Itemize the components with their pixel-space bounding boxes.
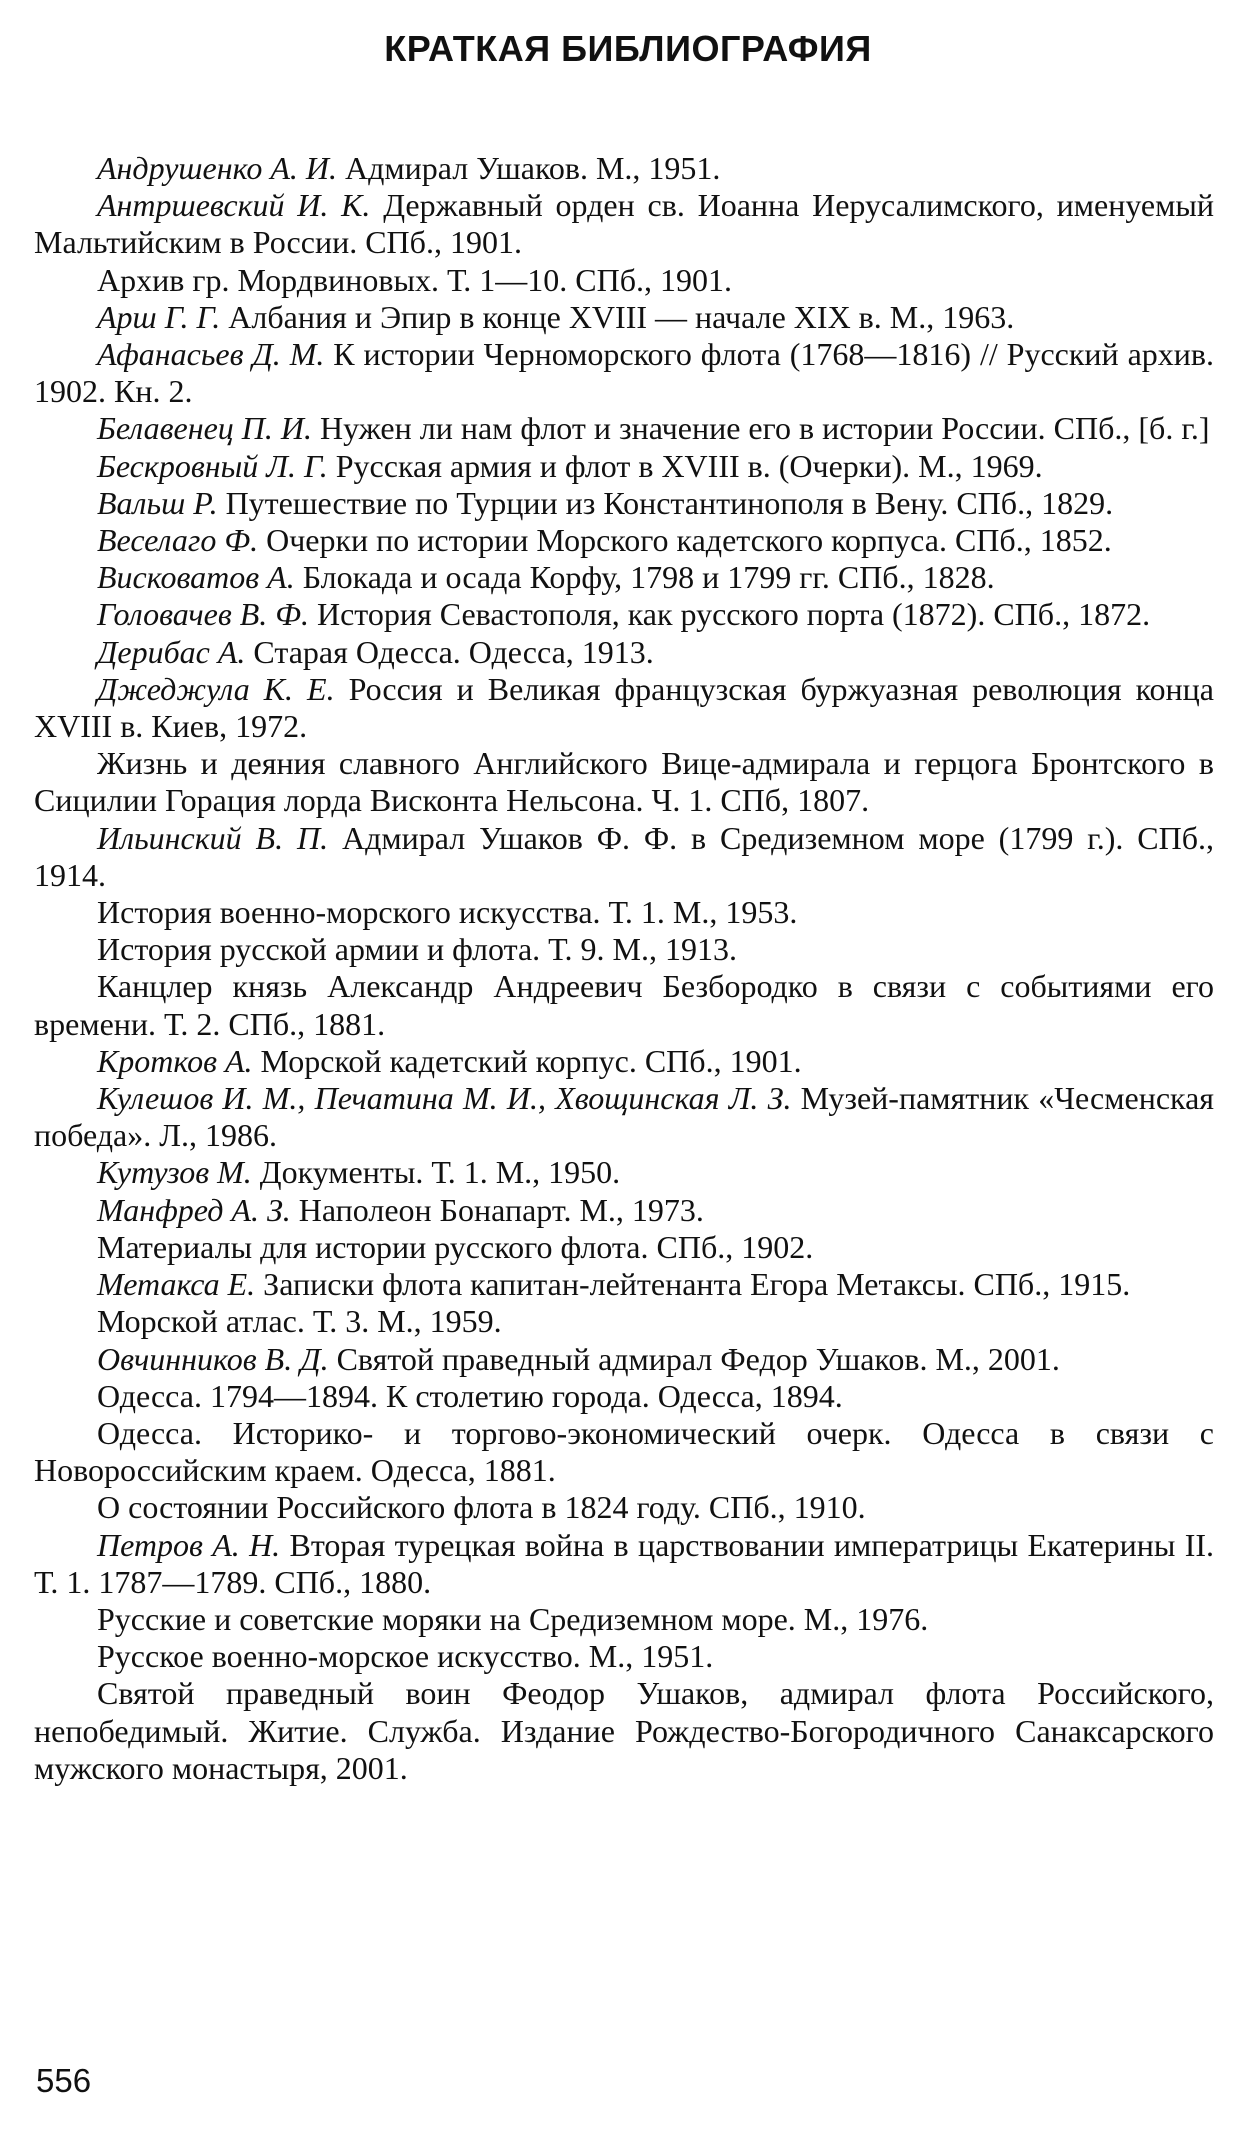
bibliography-entry — [34, 522, 1214, 559]
entry-author: Кротков А. — [97, 1042, 253, 1079]
entry-text: Русская армия и флот в XVIII в. (Очерки). М., 1969. — [335, 447, 1043, 484]
entry-author: Дерибас А. — [97, 633, 246, 670]
bibliography-entry — [34, 1601, 1214, 1638]
bibliography-entry — [34, 559, 1214, 596]
bibliography-entry — [34, 596, 1214, 633]
bibliography-entry — [34, 1229, 1214, 1266]
bibliography-entry — [34, 968, 1214, 1042]
entry-author: Вальш Р. — [97, 484, 218, 521]
entry-text: Вторая турецкая война в царствовании императрицы Екатерины II. Т. 1. 1787—1789. СПб., 1880. — [34, 1526, 1215, 1600]
bibliography-entry — [34, 262, 1214, 299]
entry-text: Старая Одесса. Одесса, 1913. — [253, 633, 654, 670]
bibliography-entry — [34, 410, 1214, 447]
entry-author: Белавенец П. И. — [97, 410, 313, 447]
entry-text: О состоянии Российского флота в 1824 году. СПб., 1910. — [97, 1489, 866, 1526]
entry-author: Овчинников В. Д. — [97, 1340, 329, 1377]
entry-text: Блокада и осада Корфу, 1798 и 1799 гг. СПб., 1828. — [302, 559, 995, 596]
entry-text: История военно-морского искусства. Т. 1. М., 1953. — [97, 894, 798, 931]
entry-text: Одесса. Историко- и торгово-экономический очерк. Одесса в связи с Новороссийским краем. Одесса, 1881. — [34, 1414, 1214, 1489]
entry-text: Русские и советские моряки на Средиземном море. М., 1976. — [97, 1600, 929, 1637]
bibliography-entry — [34, 1266, 1214, 1303]
entry-text: История Севастополя, как русского порта (1872). СПб., 1872. — [316, 596, 1151, 633]
bibliography-entry — [34, 1192, 1214, 1229]
entry-text: Святой праведный воин Феодор Ушаков, адмирал флота Российского, непобедимый. Житие. Служба. Издание Рождество-Богородичного Санаксарского мужского монастыря, 2001. — [34, 1675, 1214, 1786]
entry-author: Петров А. Н. — [97, 1526, 281, 1563]
bibliography-entry — [34, 894, 1214, 931]
entry-text: Албания и Эпир в конце XVIII — начале XIX в. М., 1963. — [228, 298, 1015, 335]
bibliography-entry — [34, 1489, 1214, 1526]
entry-text: Адмирал Ушаков. М., 1951. — [345, 150, 721, 186]
bibliography-entry — [34, 150, 1214, 187]
entry-author: Манфред А. З. — [97, 1191, 291, 1228]
bibliography-page — [34, 28, 1214, 1787]
bibliography-entry — [34, 671, 1214, 745]
entry-text: Очерки по истории Морского кадетского корпуса. СПб., 1852. — [266, 522, 1112, 559]
entry-author: Андрушенко А. И. — [97, 150, 338, 186]
bibliography-entry — [34, 634, 1214, 671]
bibliography-entry — [34, 485, 1214, 522]
bibliography-entry — [34, 1341, 1214, 1378]
entry-text: К истории Черноморского флота (1768—1816) // Русский архив. 1902. Кн. 2. — [34, 336, 1215, 410]
bibliography-entry — [34, 1675, 1214, 1787]
bibliography-entry — [34, 299, 1214, 336]
entry-author: Ильинский В. П. — [97, 819, 329, 856]
bibliography-entry — [34, 336, 1214, 410]
bibliography-entry — [34, 1378, 1214, 1415]
entry-text: Жизнь и деяния славного Английского Вице-адмирала и герцога Бронтского в Сицилии Горация лорда Висконта Нельсона. Ч. 1. СПб, 1807. — [34, 745, 1214, 819]
entry-text: Нужен ли нам флот и значение его в истории России. СПб., [б. г.] — [320, 410, 1210, 447]
bibliography-entry — [34, 820, 1214, 894]
entry-author: Джеджула К. Е. — [97, 670, 335, 707]
page-number: 556 — [36, 2062, 92, 2099]
page-title: КРАТКАЯ БИБЛИОГРАФИЯ — [384, 28, 872, 69]
entry-author: Кутузов М. — [97, 1154, 252, 1191]
entry-text: Державный орден св. Иоанна Иерусалимского, именуемый Мальтийским в России. СПб., 1901. — [34, 187, 1214, 261]
entry-author: Головачев В. Ф. — [97, 596, 309, 633]
bibliography-entry — [34, 745, 1214, 819]
entry-text: Одесса. 1794—1894. К столетию города. Одесса, 1894. — [97, 1377, 843, 1414]
entry-author: Кулешов И. М., Печатина М. И., Хвощинская Л. З. — [97, 1080, 792, 1117]
bibliography-entry — [34, 931, 1214, 968]
entry-text: Русское военно-морское искусство. М., 1951. — [97, 1638, 714, 1675]
bibliography-entry — [34, 187, 1214, 261]
bibliography-list — [34, 150, 1214, 1787]
entry-text: Святой праведный адмирал Федор Ушаков. М., 2001. — [336, 1340, 1060, 1377]
entry-text: Морской атлас. Т. 3. М., 1959. — [97, 1303, 502, 1340]
entry-author: Висковатов А. — [97, 559, 295, 596]
entry-author: Веселаго Ф. — [97, 522, 259, 559]
entry-text: Морской кадетский корпус. СПб., 1901. — [260, 1042, 802, 1079]
entry-text: История русской армии и флота. Т. 9. М., 1913. — [97, 931, 737, 968]
bibliography-entry — [34, 1043, 1214, 1080]
entry-text: Записки флота капитан-лейтенанта Егора Метаксы. СПб., 1915. — [263, 1266, 1131, 1303]
bibliography-entry — [34, 1638, 1214, 1675]
entry-text: Россия и Великая французская буржуазная революция конца XVIII в. Киев, 1972. — [34, 670, 1215, 745]
entry-text: Наполеон Бонапарт. М., 1973. — [298, 1191, 704, 1228]
entry-text: Адмирал Ушаков Ф. Ф. в Средиземном море (1799 г.). СПб., 1914. — [34, 819, 1215, 893]
entry-text: Документы. Т. 1. М., 1950. — [259, 1154, 621, 1191]
entry-text: Музей-памятник «Чесменская победа». Л., 1986. — [34, 1080, 1215, 1154]
bibliography-entry — [34, 1080, 1214, 1154]
entry-author: Метакса Е. — [97, 1266, 256, 1303]
bibliography-entry — [34, 1415, 1214, 1489]
entry-text: Путешествие по Турции из Константинополя в Вену. СПб., 1829. — [225, 484, 1114, 521]
entry-text: Архив гр. Мордвиновых. Т. 1—10. СПб., 1901. — [97, 261, 733, 298]
entry-author: Бескровный Л. Г. — [97, 447, 328, 484]
entry-author: Арш Г. Г. — [97, 298, 221, 335]
bibliography-entry — [34, 1303, 1214, 1340]
entry-author: Афанасьев Д. М. — [97, 336, 325, 373]
entry-author: Антршевский И. К. — [97, 187, 371, 224]
bibliography-entry — [34, 1154, 1214, 1191]
entry-text: Канцлер князь Александр Андреевич Безбородко в связи с событиями его времени. Т. 2. СПб., 1881. — [34, 968, 1214, 1042]
entry-text: Материалы для истории русского флота. СПб., 1902. — [97, 1228, 814, 1265]
bibliography-entry — [34, 1527, 1214, 1601]
bibliography-entry — [34, 448, 1214, 485]
